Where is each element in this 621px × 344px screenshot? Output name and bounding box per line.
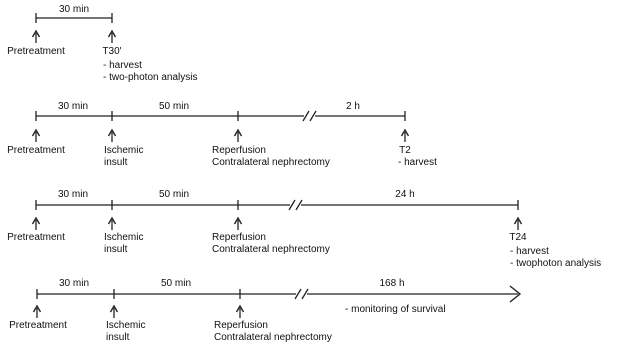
event-label-t30: T30' [102, 46, 122, 57]
note-harvest: - harvest [103, 60, 142, 71]
segment-label-2h: 2 h [346, 101, 360, 112]
segment-label-30min: 30 min [57, 189, 89, 200]
event-label-reperfusion: Reperfusion Contralateral nephrectomy [212, 232, 330, 255]
note-two-photon-analysis: - two-photon analysis [103, 72, 198, 83]
event-label-ischemic-insult: Ischemic insult [104, 232, 144, 255]
event-label-reperfusion: Reperfusion Contralateral nephrectomy [214, 320, 332, 343]
event-label-pretreatment: Pretreatment [7, 46, 65, 57]
event-label-ischemic-insult: Ischemic insult [104, 145, 144, 168]
event-label-pretreatment: Pretreatment [7, 232, 65, 243]
note-harvest: - harvest [398, 157, 437, 168]
note-harvest: - harvest [510, 246, 549, 257]
segment-label-168h: 168 h [379, 278, 405, 289]
event-label-pretreatment: Pretreatment [9, 320, 67, 331]
event-label-t2: T2 [399, 145, 411, 156]
event-label-pretreatment: Pretreatment [7, 145, 65, 156]
segment-label-50min: 50 min [160, 278, 192, 289]
segment-label-24h: 24 h [395, 189, 415, 200]
segment-label-50min: 50 min [158, 101, 190, 112]
segment-label-30min: 30 min [58, 4, 90, 15]
segment-label-30min: 30 min [58, 278, 90, 289]
segment-label-30min: 30 min [57, 101, 89, 112]
segment-label-50min: 50 min [158, 189, 190, 200]
event-label-reperfusion: Reperfusion Contralateral nephrectomy [212, 145, 330, 168]
event-label-ischemic-insult: Ischemic insult [106, 320, 146, 343]
note-twophoton-analysis: - twophoton analysis [510, 258, 602, 269]
note-monitoring-of-survival: - monitoring of survival [345, 304, 446, 315]
event-label-t24: T24 [509, 232, 527, 243]
